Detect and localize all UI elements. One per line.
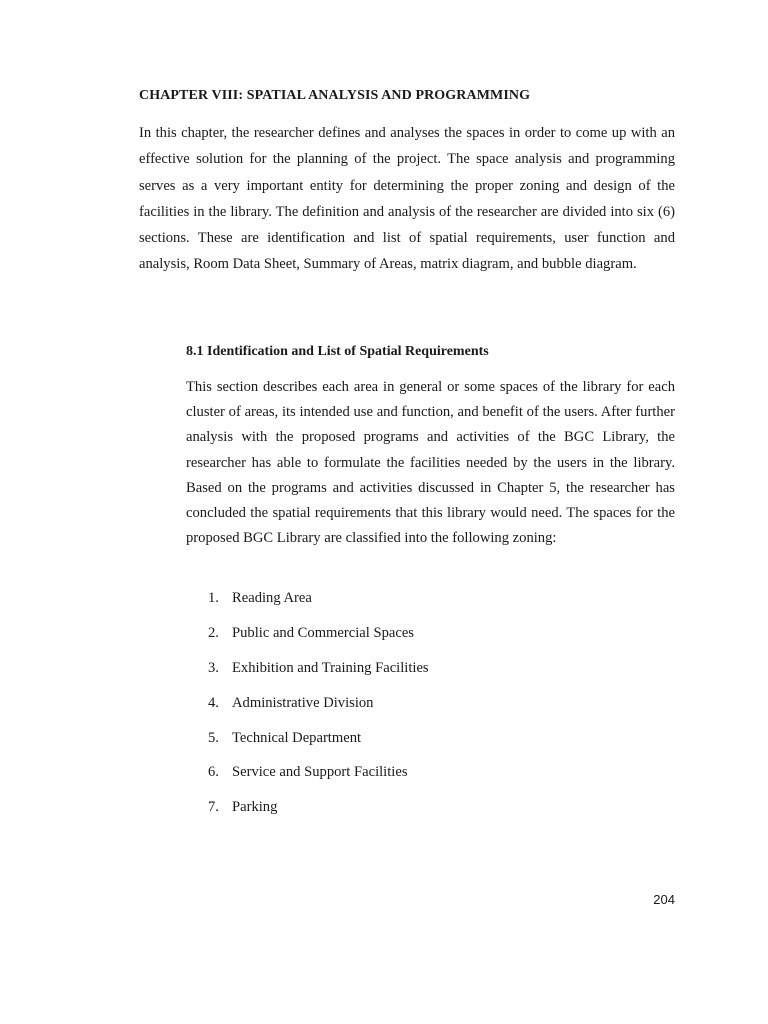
section-heading: 8.1 Identification and List of Spatial Requirements <box>186 344 489 359</box>
list-item-number: 3. <box>208 659 219 676</box>
list-item-number: 2. <box>208 624 219 641</box>
list-item-label: Reading Area <box>232 590 312 606</box>
list-item <box>208 761 429 796</box>
list-item-number: 4. <box>208 694 219 711</box>
chapter-title: CHAPTER VIII: SPATIAL ANALYSIS AND PROGRAMMING <box>139 88 531 103</box>
list-item <box>208 796 429 831</box>
list-item-label: Service and Support Facilities <box>232 764 408 781</box>
list-item-label: Technical Department <box>232 729 362 746</box>
zoning-list <box>208 587 429 831</box>
list-item <box>208 727 429 762</box>
list-item <box>208 622 429 657</box>
chapter-intro-paragraph: In this chapter, the researcher defines and analyses the spaces in order to come up with an effective solution for the planning of the project. The space analysis and programming serves as a very important entity for determining the proper zoning and design of the facilities in the library. The definition and analysis of the researcher are divided into six (6) sections. These are identification and list of spatial requirements, user function and analysis, Room Data Sheet, Summary of Areas, matrix diagram, and bubble diagram. <box>139 125 675 273</box>
list-item-number: 1. <box>208 590 219 606</box>
list-item-label: Administrative Division <box>232 694 374 711</box>
list-item-number: 7. <box>208 799 219 816</box>
list-item-label: Parking <box>232 799 278 816</box>
list-item-number: 6. <box>208 764 219 781</box>
list-item <box>208 692 429 727</box>
list-item-number: 5. <box>208 729 219 746</box>
section-body-paragraph: This section describes each area in general or some spaces of the library for each cluster of areas, its intended use and function, and benefit of the users. After further analysis with the proposed programs and activities of the BGC Library, the researcher has able to formulate the facilities needed by the users in the library. Based on the programs and activities discussed in Chapter 5, the researcher has concluded the spatial requirements that this library would need. The spaces for the proposed BGC Library are classified into the following zoning: <box>186 379 675 547</box>
list-item-label: Public and Commercial Spaces <box>232 624 414 641</box>
list-item <box>208 587 429 622</box>
list-item <box>208 657 429 692</box>
list-item-label: Exhibition and Training Facilities <box>232 659 429 676</box>
page-number: 204 <box>653 892 675 907</box>
